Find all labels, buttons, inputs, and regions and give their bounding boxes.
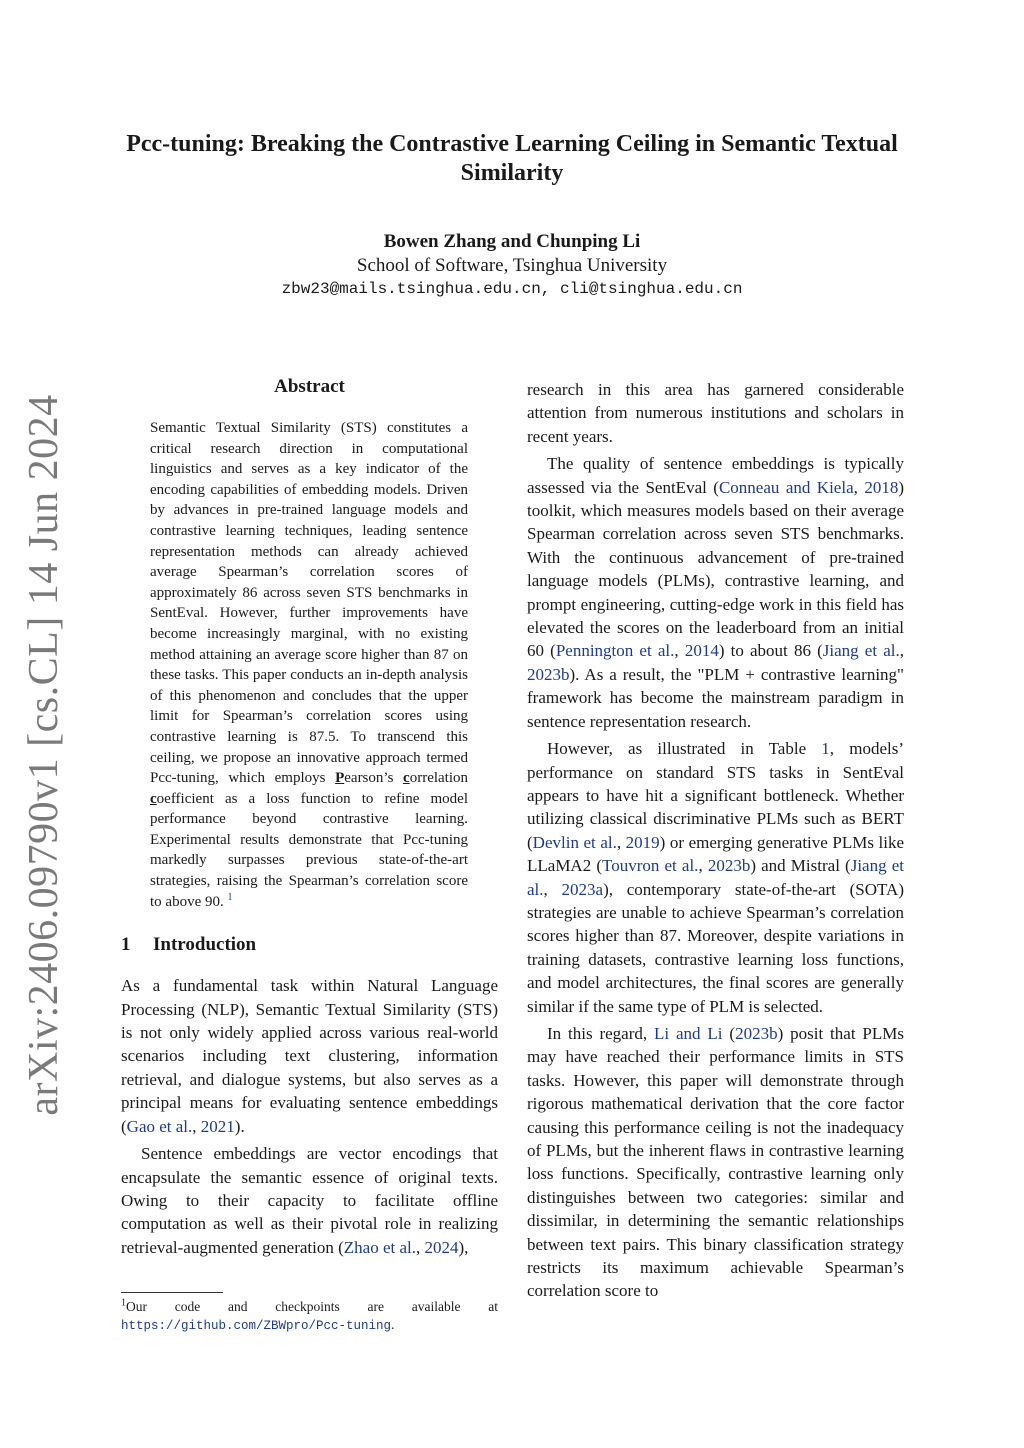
abstract-text (150, 418, 468, 912)
footnote-text: Our code and checkpoints are available at (126, 1299, 498, 1314)
footnote-end: . (391, 1317, 395, 1332)
citation-link-touvron[interactable]: Touvron et al. (602, 856, 699, 876)
footnote-reference-link[interactable]: 1 (227, 891, 233, 903)
citation-year-link-touvron[interactable]: 2023b (707, 856, 751, 876)
paragraph-text: However, as illustrated in Table (547, 739, 822, 759)
right-paragraph-senteval (527, 452, 904, 733)
citation-separator: , (674, 641, 685, 661)
pcc-letter-p: P (335, 770, 345, 787)
paragraph-text: ), contemporary state-of-the-art (SOTA) strategies are unable to achieve Spearman’s correlation scores higher than 87. Moreover, despite variations in training datasets, contrastive learning loss functions, and model architectures, the final scores are generally similar if the same type of PLM is selected. (527, 879, 904, 1016)
paragraph-text: , models’ performance on standard STS tasks in SentEval appears to have hit a significant bottleneck. Whether utilizing classical discriminative PLMs such as BERT ( (527, 739, 904, 852)
pcc-letter-c1: c (403, 770, 410, 787)
author-emails: zbw23@mails.tsinghua.edu.cn, cli@tsinghua.edu.cn (281, 280, 743, 298)
paragraph-text: ) posit that PLMs may have reached their performance limits in STS tasks. However, this paper will demonstrate through rigorous mathematical derivation that the core factor causing this performance ceiling is not the inadequacy of PLMs, but the inherent flaws in contrastive learning loss functions. Specifically, contrastive learning only distinguishes between two categories: similar and dissimilar, in determining the semantic relationships between text pairs. This binary classification strategy restricts its maximum achievable Spearman’s correlation score to (527, 1023, 904, 1301)
paragraph-text: ). As a result, the "PLM + contrastive learning" framework has become the mainstream paradigm in sentence representation research. (527, 664, 904, 731)
citation-link-gao[interactable]: Gao et al. (126, 1116, 193, 1136)
citation-year-link-jiang-2023a[interactable]: 2023a (561, 879, 604, 899)
paragraph-text: The quality of sentence embeddings is typically assessed via the SentEval ( (527, 454, 904, 497)
section-heading-introduction (121, 934, 498, 956)
citation-link-li[interactable]: Li and Li (654, 1023, 723, 1043)
paragraph-text: Sentence embeddings are vector encodings that encapsulate the semantic essence of original texts. Owing to their capacity to facilitate offline computation as well as their pivotal role in realizing retrieval-augmented generation ( (121, 1144, 498, 1257)
citation-separator: , (899, 641, 905, 661)
citation-link-pennington[interactable]: Pennington et al. (555, 641, 675, 661)
paragraph-text: ) toolkit, which measures models based on their average Spearman correlation across seven STS benchmarks. With the continuous advancement of pre-trained language models (PLMs), contrastive learning, and prompt engineering, cutting-edge work in this field has elevated the scores on the leaderboard from an initial 60 ( (527, 477, 905, 661)
citation-separator: , (543, 879, 562, 899)
citation-year-link-devlin[interactable]: 2019 (625, 832, 660, 852)
citation-link-conneau[interactable]: Conneau and Kiela (718, 477, 854, 497)
paragraph-text: ), (458, 1237, 469, 1257)
paragraph-text: ( (722, 1023, 736, 1043)
abstract-text-earson: earson’s (344, 770, 404, 787)
intro-paragraph-2 (121, 1142, 498, 1259)
repository-link[interactable]: https://github.com/ZBWpro/Pcc-tuning (121, 1319, 392, 1333)
abstract-text-part2: oefficient as a loss function to refine model performance beyond contrastive learning. Experimental results demonstrate that Pcc-tuning markedly surpasses previous state-of-the-art strategies, raising the Spearman’s correlation score to above 90. (150, 790, 468, 910)
citation-year-link-jiang[interactable]: 2023b (527, 664, 570, 684)
paragraph-text: As a fundamental task within Natural Language Processing (NLP), Semantic Textual Similarity (STS) is not only widely applied across various real-world scenarios including text clustering, information retrieval, and dialogue systems, but also serves as a principal means for evaluating sentence embeddings ( (121, 976, 498, 1136)
citation-separator: , (616, 832, 626, 852)
right-paragraph-continuation: research in this area has garnered considerable attention from numerous institutions and scholars in recent years. (527, 380, 904, 446)
footnote-mark: 1 (121, 1297, 126, 1309)
footnote-divider (121, 1292, 223, 1293)
paragraph-text: ) to about 86 ( (718, 641, 823, 661)
citation-link-jiang[interactable]: Jiang et al. (822, 641, 900, 661)
paper-title: Pcc-tuning: Breaking the Contrastive Learning Ceiling in Semantic Textual Similarity (126, 131, 898, 186)
citation-year-link-pennington[interactable]: 2014 (684, 641, 719, 661)
arxiv-identifier-stamp: arXiv:2406.09790v1 [cs.CL] 14 Jun 2024 (21, 394, 67, 1116)
citation-separator: , (698, 856, 708, 876)
table-reference-link[interactable]: 1 (821, 739, 830, 759)
section-number: 1 (121, 934, 131, 956)
citation-link-jiang-2023a[interactable]: Jiang et al. (527, 856, 905, 899)
footnote (121, 1298, 498, 1335)
right-paragraph-bottleneck (527, 737, 904, 1018)
section-title: Introduction (153, 934, 257, 956)
pcc-letter-c2: c (150, 790, 157, 807)
citation-year-link-conneau[interactable]: 2018 (864, 477, 899, 497)
intro-paragraph-1 (121, 974, 498, 1138)
left-column (121, 376, 498, 1259)
citation-year-link-li[interactable]: 2023b (735, 1023, 778, 1043)
right-paragraph-ceiling (527, 1022, 904, 1303)
paragraph-text: ). (234, 1116, 245, 1136)
citation-separator: , (853, 477, 865, 497)
citation-link-zhao[interactable]: Zhao et al. (343, 1237, 416, 1257)
author-affiliation: School of Software, Tsinghua University (356, 255, 668, 276)
paragraph-text: ) and Mistral ( (750, 856, 851, 876)
citation-link-devlin[interactable]: Devlin et al. (532, 832, 617, 852)
citation-year-link-gao[interactable]: 2021 (200, 1116, 235, 1136)
paragraph-text: ) or emerging generative PLMs like LLaMA2 ( (527, 832, 904, 876)
right-column (527, 378, 904, 1303)
abstract-text-orrelation: orrelation (409, 770, 469, 787)
author-names: Bowen Zhang and Chunping Li (383, 231, 641, 252)
citation-separator: , (192, 1116, 201, 1136)
citation-separator: , (416, 1237, 425, 1257)
citation-year-link-zhao[interactable]: 2024 (424, 1237, 459, 1257)
abstract-heading: Abstract (274, 376, 345, 397)
abstract-text-part1: Semantic Textual Similarity (STS) constitutes a critical research direction in computational linguistics and serves as a key indicator of the encoding capabilities of embedding models. Driven by advances in pre-trained language models and contrastive learning techniques, leading sentence representation methods can already achieved average Spearman’s correlation scores of approximately 86 across seven STS benchmarks in SentEval. However, further improvements have become increasingly marginal, with no existing method attaining an average score higher than 87 on these tasks. This paper conducts an in-depth analysis of this phenomenon and concludes that the upper limit for Spearman’s correlation scores using contrastive learning is 87.5. To transcend this ceiling, we propose an innovative approach termed Pcc-tuning, which employs (150, 420, 468, 787)
paragraph-text: In this regard, (547, 1023, 655, 1043)
